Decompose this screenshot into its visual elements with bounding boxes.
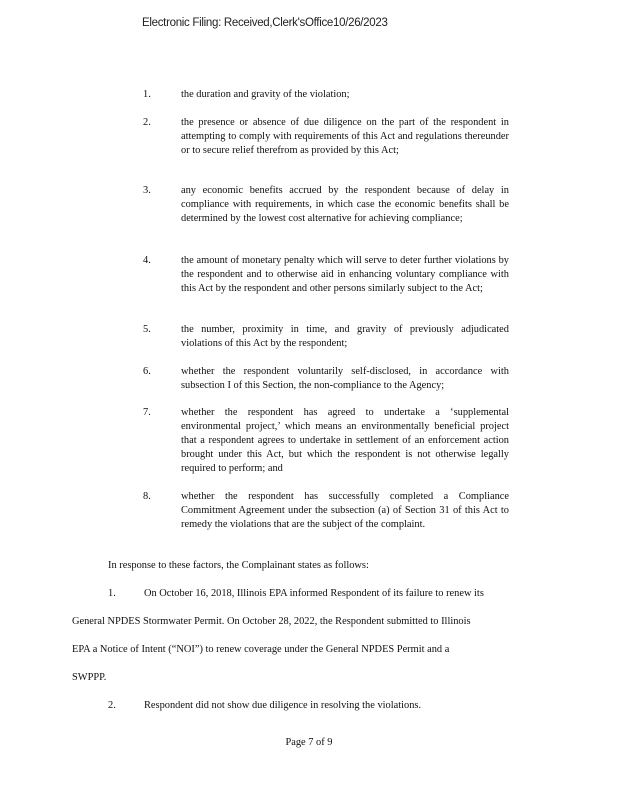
paragraph-text: On October 16, 2018, Illinois EPA informed Respondent of its failure to renew its <box>144 588 484 599</box>
factor-text: any economic benefits accrued by the respondent because of delay in compliance with requirements, in which case the economic benefits shall be determined by the lowest cost alternative for achieving compliance; <box>181 185 509 224</box>
factor-number: 3. <box>143 185 151 196</box>
factor-item <box>143 254 509 296</box>
factor-number: 2. <box>143 117 151 128</box>
factor-text: whether the respondent has successfully completed a Compliance Commitment Agreement under the subsection (a) of Section 31 of this Act to remedy the violations that are the subject of the complaint. <box>181 491 509 530</box>
factor-number: 8. <box>143 491 151 502</box>
factor-text: whether the respondent has agreed to undertake a ‘supplemental environmental project,’ which means an environmentally beneficial project that a respondent agrees to undertake in settlement of an enforcement action brought under this Act, but which the respondent is not otherwise legally required to perform; and <box>181 407 509 474</box>
paragraph-text: Respondent did not show due diligence in resolving the violations. <box>144 700 422 711</box>
factor-number: 4. <box>143 255 151 266</box>
factor-item <box>143 406 509 476</box>
factor-item <box>143 116 509 158</box>
intro-paragraph: In response to these factors, the Complainant states as follows: <box>108 560 369 571</box>
paragraph-number: 1. <box>108 588 116 599</box>
factor-text: the duration and gravity of the violation; <box>181 89 350 100</box>
factor-text: the number, proximity in time, and gravity of previously adjudicated violations of this Act by the respondent; <box>181 324 509 349</box>
factor-text: the presence or absence of due diligence on the part of the respondent in attempting to comply with requirements of this Act and regulations thereunder or to secure relief therefrom as provided by this Act; <box>181 117 509 156</box>
factor-item <box>143 323 509 351</box>
factor-item <box>143 88 509 102</box>
paragraph-2 <box>108 699 421 713</box>
factor-number: 1. <box>143 89 151 100</box>
factor-text: the amount of monetary penalty which will serve to deter further violations by the respondent and to otherwise aid in enhancing voluntary compliance with this Act by the respondent and other persons similarly subject to the Act; <box>181 255 509 294</box>
factor-item <box>143 365 509 393</box>
paragraph-1-line <box>108 587 484 601</box>
factor-text: whether the respondent voluntarily self-disclosed, in accordance with subsection I of this Section, the non-compliance to the Agency; <box>181 366 509 391</box>
page-number: Page 7 of 9 <box>285 737 333 748</box>
filing-stamp: Electronic Filing: Received,Clerk'sOffice10/26/2023 <box>142 17 388 29</box>
paragraph-1-line: EPA a Notice of Intent (“NOI”) to renew coverage under the General NPDES Permit and a <box>72 644 450 655</box>
factor-item <box>143 184 509 226</box>
factor-item <box>143 490 509 532</box>
factor-number: 5. <box>143 324 151 335</box>
factor-number: 7. <box>143 407 151 418</box>
paragraph-1-line: SWPPP. <box>72 672 107 683</box>
paragraph-number: 2. <box>108 700 116 711</box>
factor-number: 6. <box>143 366 151 377</box>
paragraph-1-line: General NPDES Stormwater Permit. On October 28, 2022, the Respondent submitted to Illinois <box>72 616 471 627</box>
